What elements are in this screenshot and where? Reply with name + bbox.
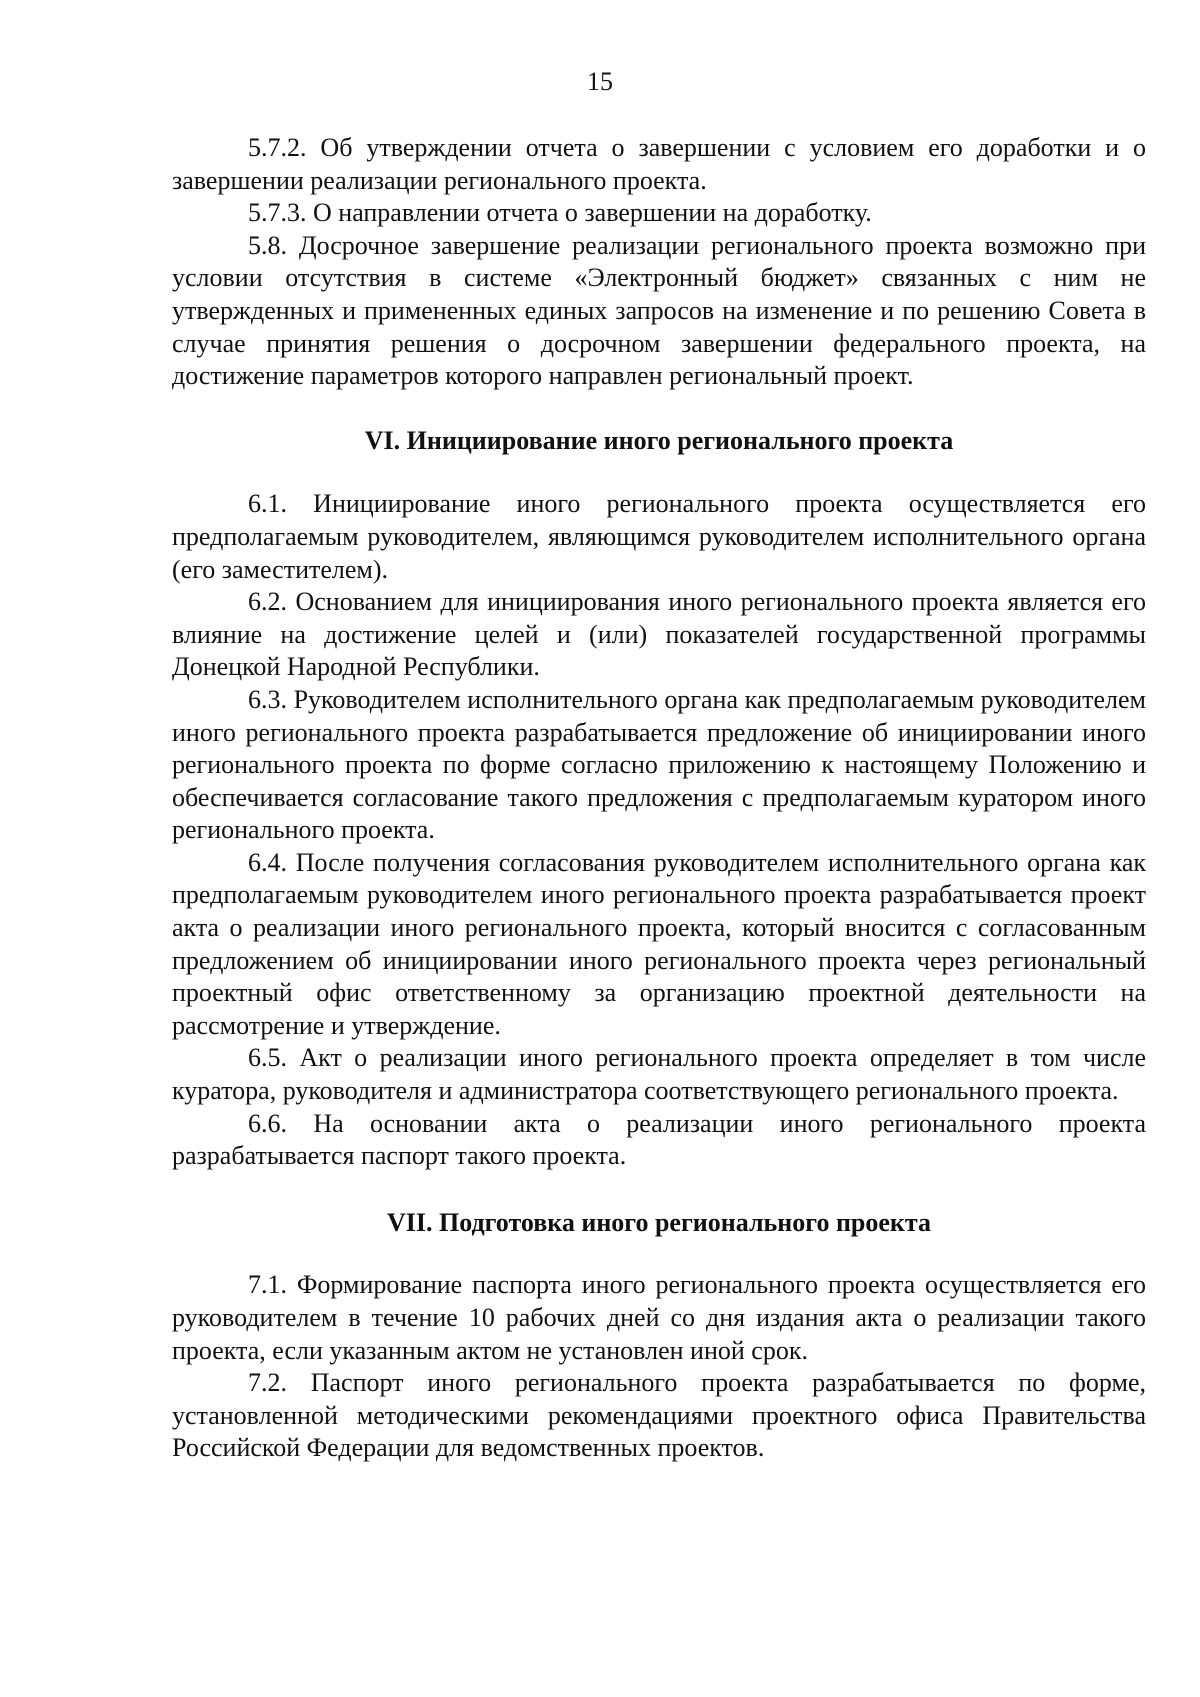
- document-body: [172, 132, 1146, 1465]
- section-6-heading: VI. Инициирование иного регионального проекта: [364, 425, 954, 455]
- section-7-heading: VII. Подготовка иного регионального проекта: [386, 1207, 931, 1237]
- paragraph-7-2: 7.2. Паспорт иного регионального проекта разрабатывается по форме, установленной методическими рекомендациями проектного офиса Правительства Российской Федерации для ведомственных проектов.: [172, 1368, 1146, 1463]
- paragraph-6-1: 6.1. Инициирование иного регионального проекта осуществляется его предполагаемым руководителем, являющимся руководителем исполнительного органа (его заместителем).: [172, 489, 1146, 584]
- paragraph-5-7-3: 5.7.3. О направлении отчета о завершении на доработку.: [248, 198, 872, 228]
- paragraph-6-4: 6.4. После получения согласования руководителем исполнительного органа как предполагаемым руководителем иного регионального проекта разрабатывается проект акта о реализации иного регионального проекта, который вносится с согласованным предложением об инициировании иного регионального проекта через региональный проектный офис ответственному за организацию проектной деятельности на рассмотрение и утверждение.: [172, 847, 1146, 1040]
- paragraph-6-6: 6.6. На основании акта о реализации иного регионального проекта разрабатывается паспорт такого проекта.: [172, 1108, 1146, 1171]
- paragraph-6-2: 6.2. Основанием для инициирования иного регионального проекта является его влияние на достижение целей и (или) показателей государственной программы Донецкой Народной Республики.: [172, 587, 1146, 682]
- paragraph-5-7-2: 5.7.2. Об утверждении отчета о завершении с условием его доработки и о завершении реализации регионального проекта.: [172, 133, 1146, 195]
- paragraph-6-3: 6.3. Руководителем исполнительного органа как предполагаемым руководителем иного регионального проекта разрабатывается предложение об инициировании иного регионального проекта по форме согласно приложению к настоящему Положению и обеспечивается согласование такого предложения с предполагаемым куратором иного регионального проекта.: [172, 684, 1146, 845]
- page-number: 15: [587, 67, 613, 96]
- paragraph-5-8: 5.8. Досрочное завершение реализации регионального проекта возможно при условии отсутствия в системе «Электронный бюджет» связанных с ним не утвержденных и примененных единых запросов на изменение и по решению Совета в случае принятия решения о досрочном завершении федерального проекта, на достижение параметров которого направлен региональный проект.: [172, 230, 1146, 391]
- paragraph-7-1: 7.1. Формирование паспорта иного регионального проекта осуществляется его руководителем в течение 10 рабочих дней со дня издания акта о реализации такого проекта, если указанным актом не установлен иной срок.: [172, 1270, 1146, 1365]
- paragraph-6-5: 6.5. Акт о реализации иного регионального проекта определяет в том числе куратора, руководителя и администратора соответствующего регионального проекта.: [172, 1043, 1146, 1106]
